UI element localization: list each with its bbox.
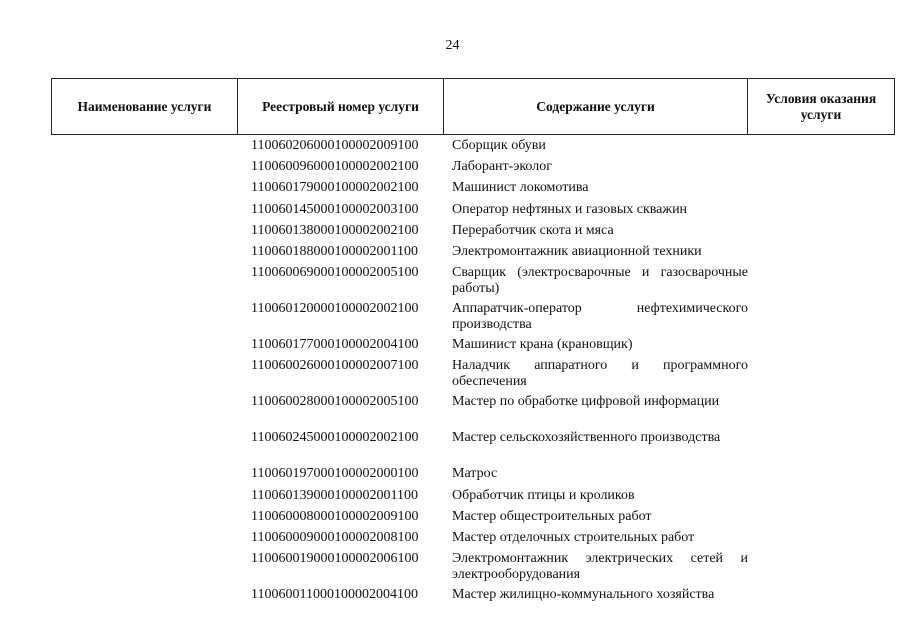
table-row (0, 464, 905, 485)
registry-number: 110060069000100002005100 (251, 265, 419, 281)
table-row (0, 221, 905, 242)
table-row (0, 263, 905, 299)
table-row (0, 549, 905, 585)
service-content: Электромонтажник электрических сетей и электрооборудования (452, 551, 748, 583)
registry-number: 110060096000100002002100 (251, 159, 419, 175)
service-content: Мастер жилищно-коммунального хозяйства (452, 587, 715, 603)
service-content: Оператор нефтяных и газовых скважин (452, 201, 688, 217)
registry-number: 110060028000100002005100 (251, 394, 419, 410)
table-row (0, 200, 905, 221)
registry-number: 110060120000100002002100 (251, 301, 419, 317)
service-content: Сборщик обуви (452, 138, 546, 153)
registry-number: 110060019000100002006100 (251, 551, 419, 567)
service-content: Мастер по обработке цифровой информации (452, 394, 720, 410)
table-row (0, 299, 905, 335)
registry-number: 110060139000100002001100 (251, 487, 418, 503)
header-registry-number: Реестровый номер услуги (238, 79, 444, 135)
service-content: Электромонтажник авиационной техники (452, 243, 702, 259)
table-row (0, 136, 905, 157)
registry-number: 110060011000100002004100 (251, 587, 418, 603)
service-content: Машинист локомотива (452, 180, 589, 196)
service-content: Лаборант-эколог (452, 159, 552, 175)
table-row (0, 157, 905, 178)
registry-number: 110060026000100002007100 (251, 358, 419, 374)
registry-number: 110060197000100002000100 (251, 466, 419, 482)
service-content: Машинист крана (крановщик) (452, 337, 633, 353)
header-service-conditions: Условия оказания услуги (748, 79, 895, 135)
service-content: Наладчик аппаратного и программного обеспечения (452, 358, 748, 390)
service-content: Мастер сельскохозяйственного производства (452, 430, 721, 446)
registry-number: 110060138000100002002100 (251, 222, 419, 238)
registry-number: 110060179000100002002100 (251, 180, 419, 196)
service-content: Аппаратчик-оператор нефтехимического производства (452, 301, 748, 333)
registry-number: 110060177000100002004100 (251, 337, 419, 353)
table-row (0, 528, 905, 549)
registry-number: 110060245000100002002100 (251, 430, 419, 446)
service-content: Мастер общестроительных работ (452, 508, 652, 524)
table-row (0, 242, 905, 263)
table-row (0, 356, 905, 392)
table-row (0, 178, 905, 199)
table-row (0, 335, 905, 356)
service-content: Матрос (452, 466, 498, 482)
registry-number: 110060188000100002001100 (251, 243, 418, 259)
registry-number: 110060008000100002009100 (251, 508, 419, 524)
registry-number: 110060145000100002003100 (251, 201, 419, 217)
service-content: Мастер отделочных строительных работ (452, 529, 695, 545)
table-row (0, 486, 905, 507)
table-row (0, 585, 905, 606)
service-content: Обработчик птицы и кроликов (452, 487, 635, 503)
service-content: Сварщик (электросварочные и газосварочные работы) (452, 265, 748, 297)
services-table-body (0, 136, 905, 606)
registry-number: 11006020600010000200910​0 (251, 138, 419, 153)
table-row (0, 392, 905, 428)
page-number: 24 (445, 38, 460, 53)
table-row (0, 507, 905, 528)
services-table-header (51, 78, 895, 135)
registry-number: 110060009000100002008100 (251, 529, 419, 545)
header-service-content: Содержание услуги (444, 79, 748, 135)
table-row (0, 428, 905, 464)
header-service-name: Наименование услуги (52, 79, 238, 135)
service-content: Переработчик скота и мяса (452, 222, 614, 238)
